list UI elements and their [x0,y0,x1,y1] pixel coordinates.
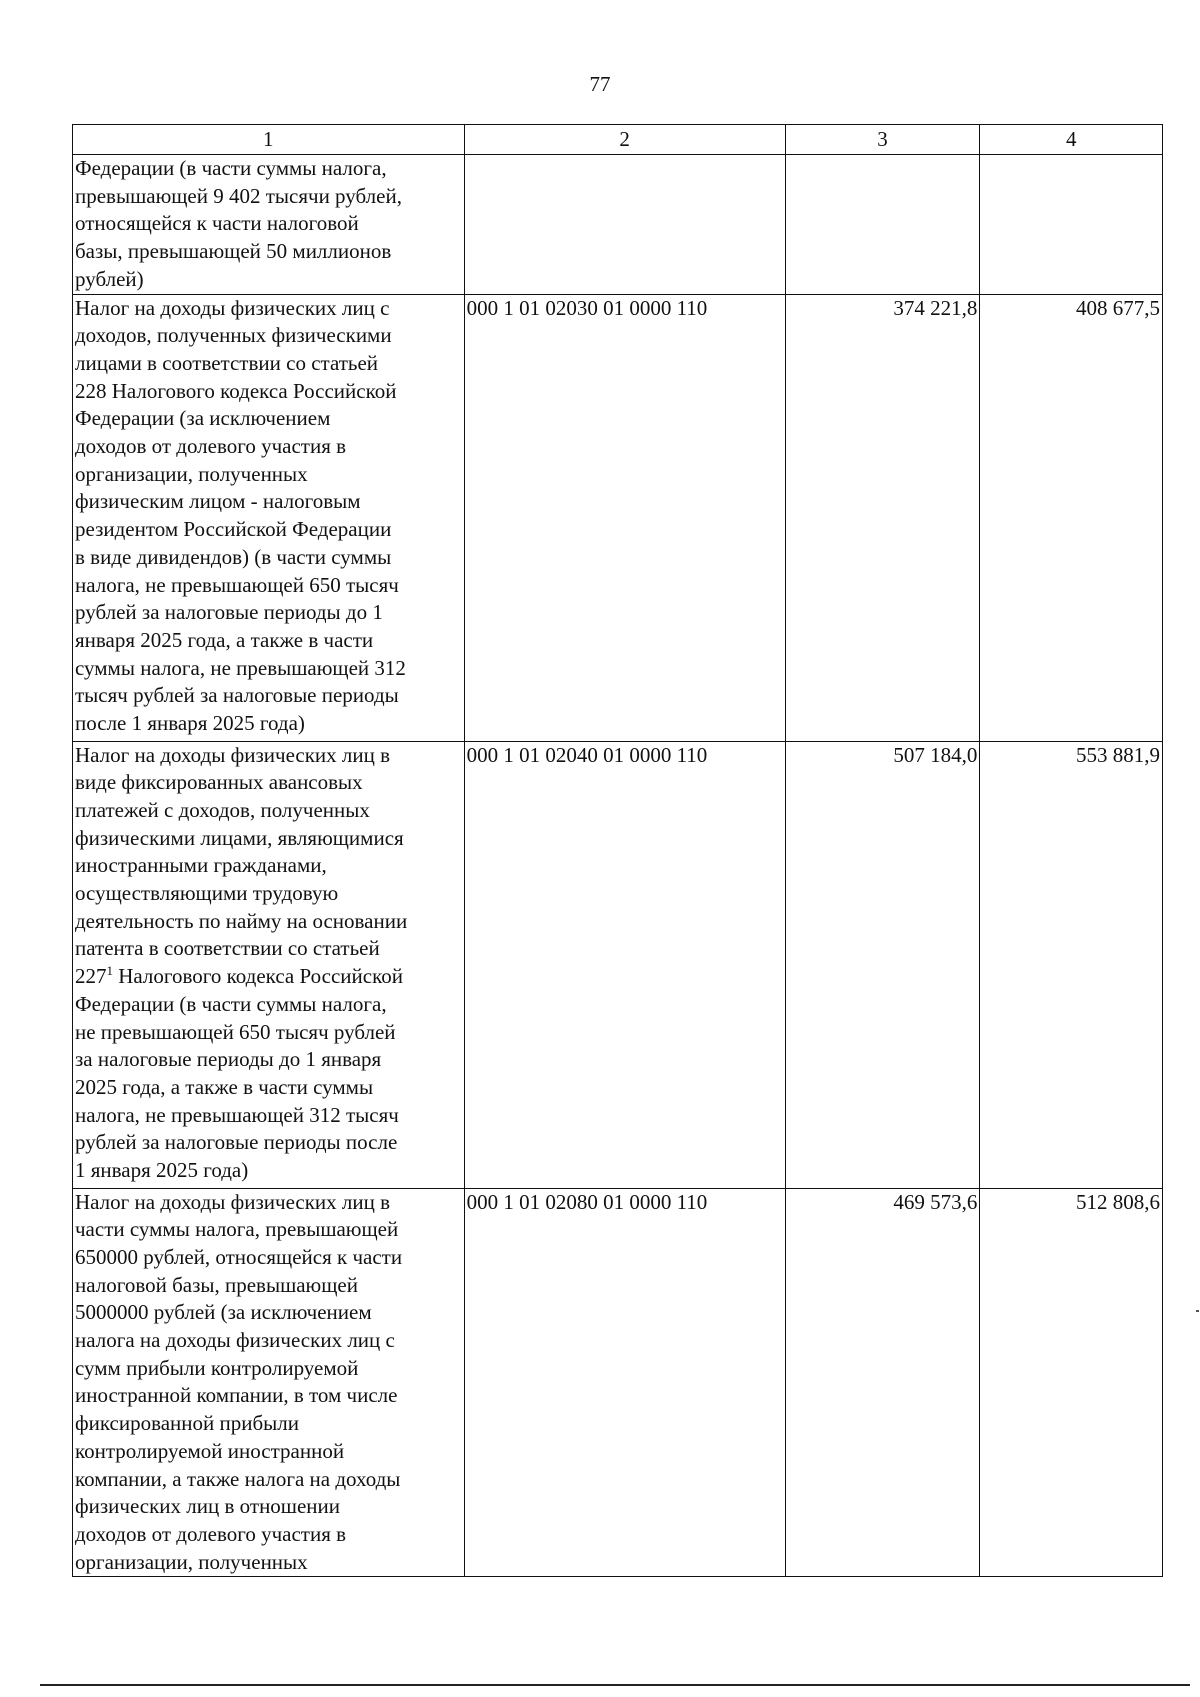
row-value-col4: 553 881,9 [980,741,1163,1188]
row-name [73,741,465,1188]
row-name-part-1: Налог на доходы физических лиц в виде фиксированных авансовых платежей с доходов, полученных физическими лицами, являющимися иностранными гражданами, осуществляющими трудовую деятельность по найму на основании патента в соответствии со статьей 227 [75,742,408,989]
row-code: 000 1 01 02080 01 0000 110 [464,1188,785,1577]
row-name: Налог на доходы физических лиц в части суммы налога, превышающей 650000 рублей, относящейся к части налоговой базы, превышающей 5000000 рублей (за исключением налога на доходы физических лиц с сумм прибыли контролируемой иностранной компании, в том числе фиксированной прибыли контролируемой иностранной компании, а также налога на доходы физических лиц в отношении доходов от долевого участия в организации, полученных [73,1188,465,1577]
row-value-col3: 469 573,6 [785,1188,980,1577]
table-row [73,294,1163,741]
table-header-row [73,125,1163,155]
column-header-1: 1 [73,125,465,155]
bottom-divider [40,1684,1190,1686]
column-header-4: 4 [980,125,1163,155]
row-code [464,155,785,295]
article-superscript: 1 [106,963,113,979]
row-name: Федерации (в части суммы налога, превышающей 9 402 тысячи рублей, относящейся к части налоговой базы, превышающей 50 миллионов рублей) [73,155,465,295]
column-header-3: 3 [785,125,980,155]
table-row [73,1188,1163,1577]
scan-speck [1196,1310,1199,1312]
row-name: Налог на доходы физических лиц с доходов, полученных физическими лицами в соответствии со статьей 228 Налогового кодекса Российской Федерации (за исключением доходов от долевого участия в организации, полученных физическим лицом - налоговым резидентом Российской Федерации в виде дивидендов) (в части суммы налога, не превышающей 650 тысяч рублей за налоговые периоды до 1 января 2025 года, а также в части суммы налога, не превышающей 312 тысяч рублей за налоговые периоды после 1 января 2025 года) [73,294,465,741]
revenue-table [72,124,1163,1577]
row-value-col3: 507 184,0 [785,741,980,1188]
column-header-2: 2 [464,125,785,155]
row-value-col3 [785,155,980,295]
row-value-col4 [980,155,1163,295]
row-value-col4: 408 677,5 [980,294,1163,741]
row-code: 000 1 01 02030 01 0000 110 [464,294,785,741]
page-number: 77 [589,72,611,96]
table-row [73,155,1163,295]
row-value-col4: 512 808,6 [980,1188,1163,1577]
row-name-part-2: Налогового кодекса Российской Федерации (в части суммы налога, не превышающей 650 тысяч рублей за налоговые периоды до 1 января 2025 года, а также в части суммы налога, не превышающей 312 тысяч рублей за налоговые периоды после 1 января 2025 года) [75,964,403,1183]
row-value-col3: 374 221,8 [785,294,980,741]
table-row [73,741,1163,1188]
row-code: 000 1 01 02040 01 0000 110 [464,741,785,1188]
